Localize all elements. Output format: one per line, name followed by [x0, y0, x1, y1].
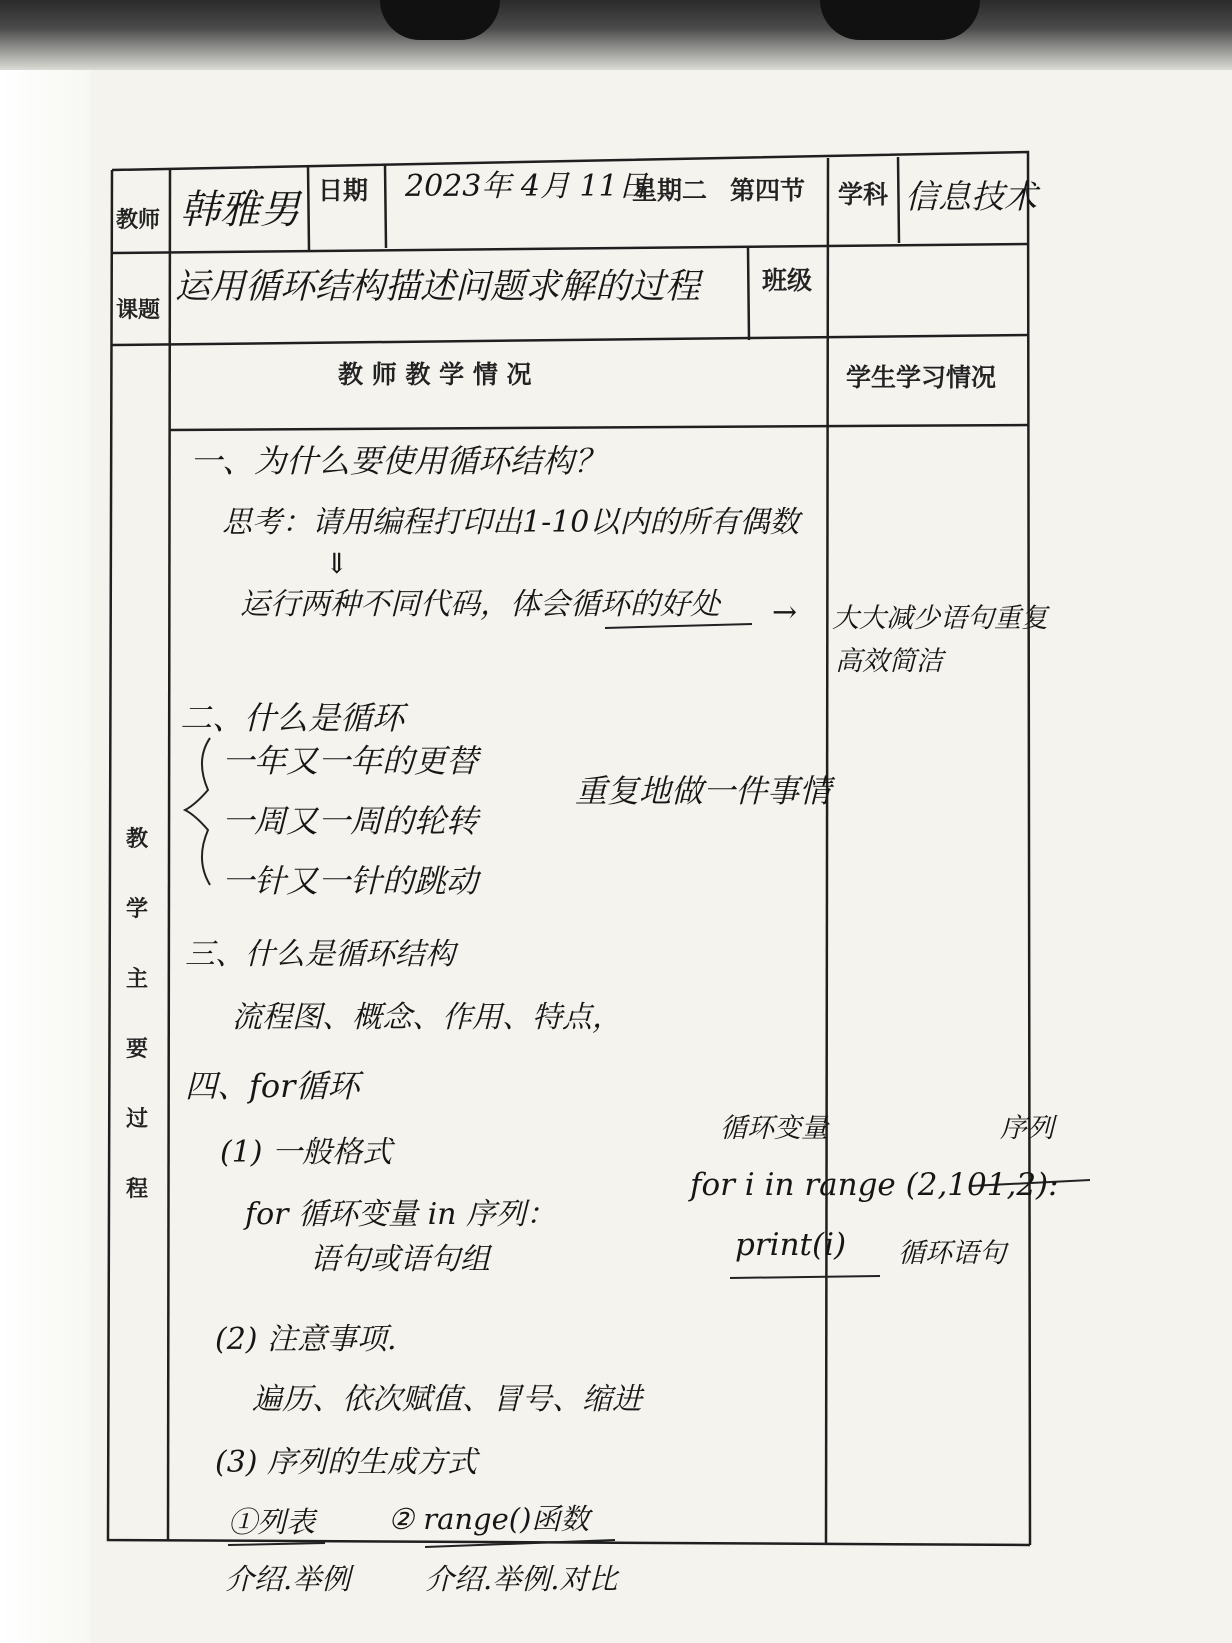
section-4-1-title: (1) 一般格式 [220, 1135, 393, 1170]
example-body-label: 循环语句 [898, 1238, 1006, 1269]
section-1-title: 一、为什么要使用循环结构？ [190, 442, 607, 480]
section-1-think: 思考：请用编程打印出1-10以内的所有偶数 [222, 505, 800, 540]
teacher-column-heading: 教 师 教 学 情 况 [338, 360, 532, 389]
example-code-line1: for i in range (2,101,2): [690, 1167, 1059, 1203]
student-note-1: 大大减少语句重复 [832, 603, 1048, 634]
down-arrow-icon: ⇓ [325, 547, 349, 580]
section-2-summary: 重复地做一件事情 [575, 772, 832, 810]
subject-value: 信息技术 [905, 177, 1037, 216]
side-label-char: 要 [125, 1037, 148, 1062]
teacher-label: 教师 [116, 208, 161, 233]
date-value: 2023年 4月 11日 [405, 169, 648, 204]
section-4-3-title: (3) 序列的生成方式 [215, 1445, 478, 1480]
class-label: 班级 [762, 266, 813, 295]
student-column-heading: 学生学习情况 [846, 363, 997, 392]
section-1-run: 运行两种不同代码，体会循环的好处 [240, 587, 720, 622]
example-code-line2: print(i) [735, 1227, 847, 1263]
section-4-1-line2: 语句或语句组 [310, 1242, 490, 1277]
section-3-body: 流程图、概念、作用、特点， [232, 1000, 622, 1035]
section-2-item: 一周又一周的轮转 [222, 802, 479, 840]
section-4-2-body: 遍历、依次赋值、冒号、缩进 [252, 1382, 642, 1417]
period: 第四节 [730, 176, 806, 205]
section-4-3-option-2: ② range()函数 [388, 1502, 590, 1536]
section-4-2-title: (2) 注意事项. [215, 1322, 397, 1357]
section-4-title: 四、for循环 [185, 1067, 360, 1105]
student-note-2: 高效简洁 [835, 646, 943, 677]
example-sequence-label: 序列 [1000, 1113, 1054, 1144]
weekday: 星期二 [632, 176, 708, 205]
side-label-char: 主 [125, 967, 148, 992]
topic-label: 课题 [116, 298, 161, 323]
side-label-char: 过 [125, 1107, 148, 1132]
section-4-3-option-1: ①列表 [228, 1505, 316, 1539]
section-4-1-line1: for 循环变量 in 序列： [245, 1197, 557, 1232]
section-2-item: 一针又一针的跳动 [222, 862, 479, 900]
section-3-title: 三、什么是循环结构 [185, 937, 455, 972]
teacher-name: 韩雅男 [180, 187, 300, 233]
side-label-char: 学 [125, 897, 148, 922]
section-2-title: 二、什么是循环 [180, 699, 405, 737]
right-arrow-icon: → [772, 595, 798, 630]
subject-label: 学科 [838, 180, 889, 209]
side-label-char: 程 [125, 1177, 148, 1202]
note-below-2: 介绍.举例.对比 [425, 1562, 618, 1596]
example-variable-label: 循环变量 [720, 1113, 828, 1144]
topic-value: 运用循环结构描述问题求解的过程 [175, 267, 701, 307]
note-below-1: 介绍.举例 [225, 1562, 351, 1596]
date-label: 日期 [318, 176, 369, 205]
side-label [122, 805, 152, 1225]
section-2-item: 一年又一年的更替 [222, 742, 479, 780]
side-label-char: 教 [125, 827, 148, 852]
